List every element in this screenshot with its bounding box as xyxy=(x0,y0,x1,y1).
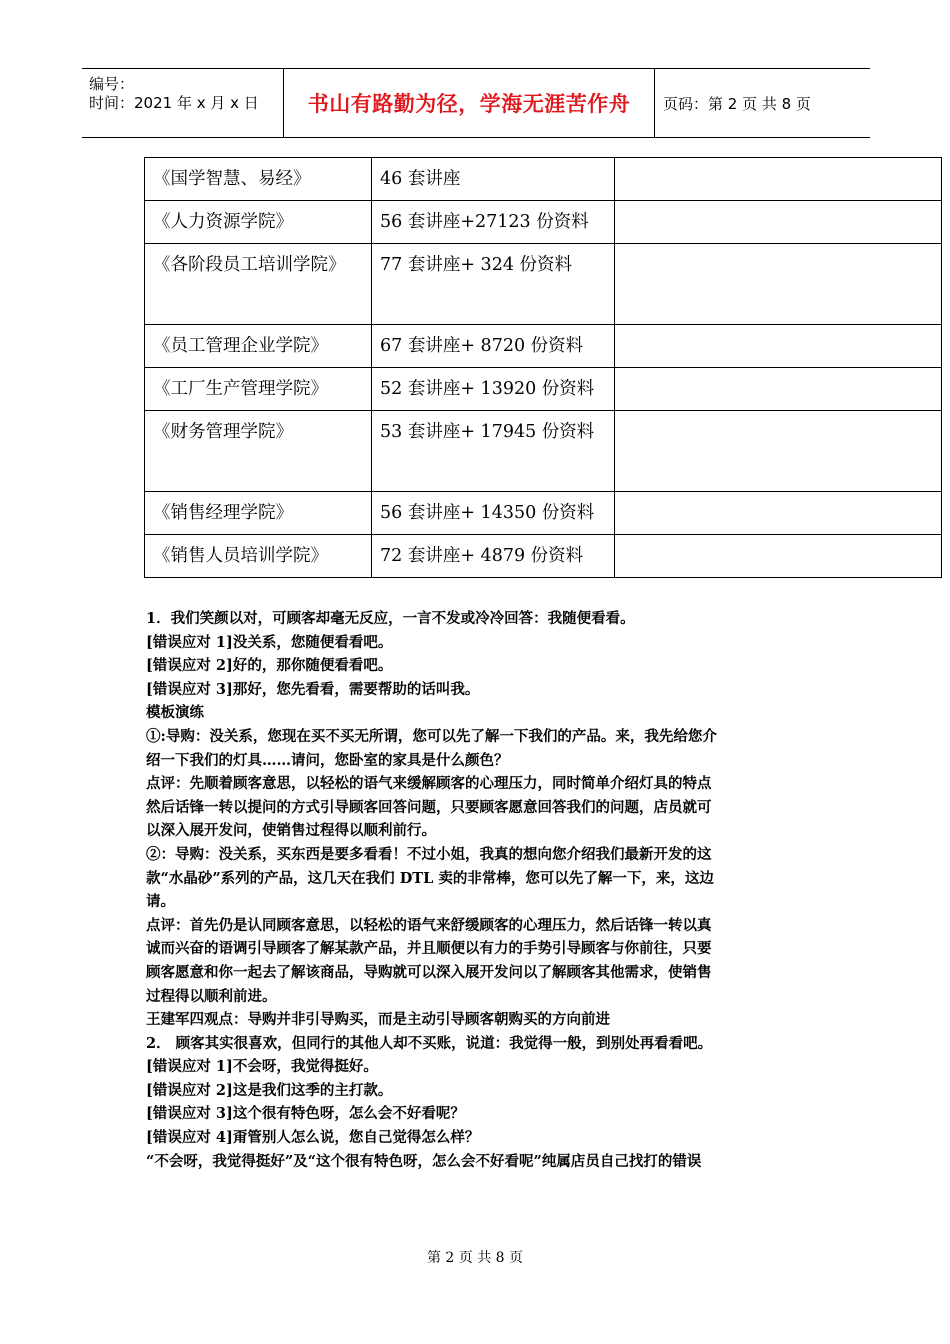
body-line: 1．我们笑颜以对，可顾客却毫无反应，一言不发或冷冷回答：我随便看看。 xyxy=(146,610,635,627)
body-line: [错误应对 3]那好，您先看看，需要帮助的话叫我。 xyxy=(146,680,480,698)
course-content-cell: 56 套讲座+ 14350 份资料 xyxy=(372,492,615,535)
body-line: [错误应对 2]这是我们这季的主打款。 xyxy=(146,1081,393,1099)
course-content-cell: 53 套讲座+ 17945 份资料 xyxy=(372,411,615,492)
course-content-cell: 77 套讲座+ 324 份资料 xyxy=(372,244,615,325)
body-line: ①:导购：没关系，您现在买不买无所谓，您可以先了解一下我们的产品。来，我先给您介 xyxy=(146,727,717,745)
course-content-cell: 46 套讲座 xyxy=(372,158,615,201)
body-line: 过程得以顺利前进。 xyxy=(146,987,277,1005)
empty-cell xyxy=(615,492,942,535)
page-header xyxy=(82,68,870,138)
body-line: [错误应对 3]这个很有特色呀，怎么会不好看呢？ xyxy=(146,1105,465,1123)
body-line: 顾客愿意和你一起去了解该商品，导购就可以深入展开发问以了解顾客其他需求，使销售 xyxy=(146,963,712,981)
body-line: 绍一下我们的灯具……请问，您卧室的家具是什么颜色？ xyxy=(146,751,509,769)
doc-number-label: 编号： xyxy=(89,75,135,93)
body-line: 2． 顾客其实很喜欢，但同行的其他人却不买账，说道：我觉得一般，到别处再看看吧。 xyxy=(146,1034,713,1052)
table-row xyxy=(145,244,942,325)
header-meta xyxy=(82,69,284,137)
body-line: 请。 xyxy=(146,893,175,911)
body-line: “不会呀，我觉得挺好”及“这个很有特色呀，怎么会不好看呢”纯属店员自己找打的错误 xyxy=(146,1152,702,1170)
body-line: 然后话锋一转以提问的方式引导顾客回答问题，只要顾客愿意回答我们的问题，店员就可 xyxy=(146,798,712,816)
doc-date-label: 时间：2021 年 x 月 x 日 xyxy=(89,94,259,112)
course-content-cell: 72 套讲座+ 4879 份资料 xyxy=(372,535,615,578)
empty-cell xyxy=(615,325,942,368)
header-page-number: 页码：第 2 页 共 8 页 xyxy=(663,95,811,113)
empty-cell xyxy=(615,411,942,492)
body-line: [错误应对 1]没关系，您随便看看吧。 xyxy=(146,633,393,651)
header-motto-cell xyxy=(284,69,655,137)
empty-cell xyxy=(615,201,942,244)
table-row xyxy=(145,201,942,244)
course-name-cell: 《销售经理学院》 xyxy=(145,492,372,535)
course-name-cell: 《工厂生产管理学院》 xyxy=(145,368,372,411)
empty-cell xyxy=(615,535,942,578)
table-row xyxy=(145,411,942,492)
course-content-cell: 67 套讲座+ 8720 份资料 xyxy=(372,325,615,368)
course-name-cell: 《员工管理企业学院》 xyxy=(145,325,372,368)
table-row xyxy=(145,492,942,535)
table-row xyxy=(145,158,942,201)
course-name-cell: 《国学智慧、易经》 xyxy=(145,158,372,201)
body-line: 点评：首先仍是认同顾客意思，以轻松的语气来舒缓顾客的心理压力，然后话锋一转以真 xyxy=(146,916,712,934)
empty-cell xyxy=(615,158,942,201)
empty-cell xyxy=(615,244,942,325)
page-footer: 第 2 页 共 8 页 xyxy=(426,1250,524,1266)
body-line: [错误应对 2]好的，那你随便看看吧。 xyxy=(146,657,393,675)
empty-cell xyxy=(615,368,942,411)
body-line: 以深入展开发问，使销售过程得以顺利前行。 xyxy=(146,822,436,840)
course-name-cell: 《人力资源学院》 xyxy=(145,201,372,244)
body-line: ②：导购：没关系，买东西是要多看看！不过小姐，我真的想向您介绍我们最新开发的这 xyxy=(146,845,712,863)
course-content-cell: 52 套讲座+ 13920 份资料 xyxy=(372,368,615,411)
table-row xyxy=(145,535,942,578)
course-content-cell: 56 套讲座+27123 份资料 xyxy=(372,201,615,244)
course-catalog-table xyxy=(144,157,942,578)
body-line: 王建军四观点：导购并非引导购买，而是主动引导顾客朝购买的方向前进 xyxy=(146,1011,610,1029)
body-text xyxy=(146,607,810,1173)
body-line: 诚而兴奋的语调引导顾客了解某款产品，并且顺便以有力的手势引导顾客与你前往，只要 xyxy=(146,940,712,958)
table-row xyxy=(145,325,942,368)
course-name-cell: 《财务管理学院》 xyxy=(145,411,372,492)
course-name-cell: 《销售人员培训学院》 xyxy=(145,535,372,578)
body-line: [错误应对 1]不会呀，我觉得挺好。 xyxy=(146,1058,378,1076)
body-line: 点评：先顺着顾客意思，以轻松的语气来缓解顾客的心理压力，同时简单介绍灯具的特点 xyxy=(146,775,712,793)
table-row xyxy=(145,368,942,411)
body-line: 模板演练 xyxy=(146,704,204,722)
header-motto: 书山有路勤为径，学海无涯苦作舟 xyxy=(307,92,631,116)
body-line: 款“水晶砂”系列的产品，这几天在我们 DTL 卖的非常棒，您可以先了解一下，来，这边 xyxy=(146,869,714,887)
body-line: [错误应对 4]甭管别人怎么说，您自己觉得怎么样？ xyxy=(146,1129,480,1147)
course-name-cell: 《各阶段员工培训学院》 xyxy=(145,244,372,325)
